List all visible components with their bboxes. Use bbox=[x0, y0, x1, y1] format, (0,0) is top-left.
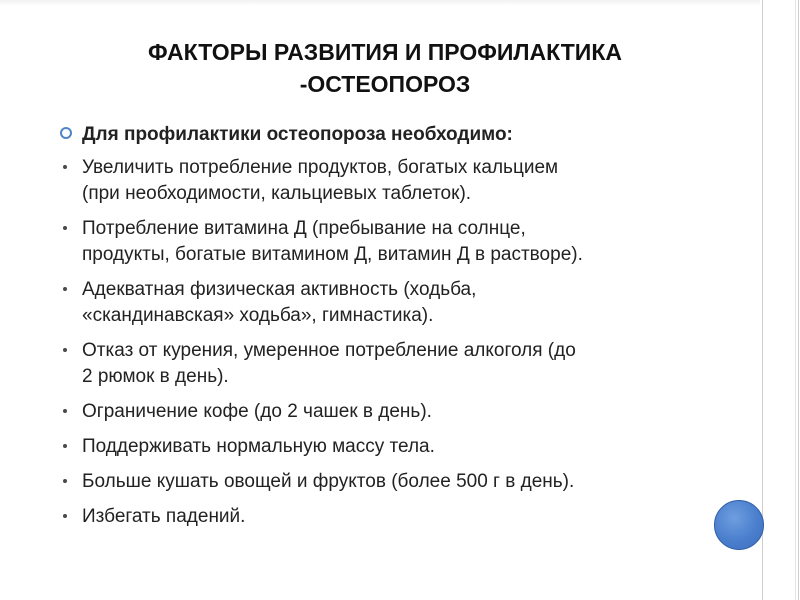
list-item-line-2: «скандинавская» ходьба», гимнастика). bbox=[82, 305, 434, 326]
list-item bbox=[62, 277, 722, 329]
bullet-icon bbox=[63, 287, 67, 291]
list-item-line-2: продукты, богатые витамином Д, витамин Д в растворе). bbox=[82, 244, 583, 265]
bullet-icon bbox=[63, 409, 67, 413]
list-item bbox=[62, 338, 722, 390]
bullet-icon bbox=[63, 348, 67, 352]
list-item-line-1: Адекватная физическая активность (ходьба, bbox=[82, 279, 477, 300]
bullet-icon bbox=[63, 479, 67, 483]
list-item bbox=[62, 469, 722, 495]
list-item bbox=[62, 155, 722, 207]
title-line-2: -ОСТЕОПОРОЗ bbox=[299, 71, 471, 97]
list-item-line-1: Увеличить потребление продуктов, богатых кальцием bbox=[82, 157, 559, 178]
bullet-icon bbox=[63, 514, 67, 518]
intro-text: Для профилактики остеопороза необходимо: bbox=[82, 124, 513, 145]
bullet-icon bbox=[63, 165, 67, 169]
list-item bbox=[62, 399, 722, 425]
bullet-list bbox=[62, 122, 722, 539]
stripes-gap bbox=[764, 0, 794, 600]
list-item-line-1: Отказ от курения, умеренное потребление алкоголя (до bbox=[82, 340, 576, 361]
list-item-line-2: 2 рюмок в день). bbox=[82, 366, 229, 387]
list-item-line-1: Поддерживать нормальную массу тела. bbox=[82, 436, 435, 457]
list-item-line-1: Избегать падений. bbox=[82, 506, 246, 527]
slide-title bbox=[80, 36, 690, 100]
decorative-circle-icon bbox=[714, 500, 764, 550]
list-item-line-1: Потребление витамина Д (пребывание на солнце, bbox=[82, 218, 526, 239]
list-item bbox=[62, 216, 722, 268]
ring-bullet-icon bbox=[60, 127, 72, 139]
title-line-1: ФАКТОРЫ РАЗВИТИЯ И ПРОФИЛАКТИКА bbox=[147, 39, 622, 65]
list-item-line-1: Ограничение кофе (до 2 чашек в день). bbox=[82, 401, 432, 422]
intro-item bbox=[62, 122, 722, 148]
list-item-line-2: (при необходимости, кальциевых таблеток). bbox=[82, 183, 472, 204]
list-item bbox=[62, 504, 722, 530]
slide-top-frame bbox=[0, 0, 800, 6]
bullet-icon bbox=[63, 444, 67, 448]
bullet-icon bbox=[63, 226, 67, 230]
list-item-line-1: Больше кушать овощей и фруктов (более 500 г в день). bbox=[82, 471, 575, 492]
list-item bbox=[62, 434, 722, 460]
